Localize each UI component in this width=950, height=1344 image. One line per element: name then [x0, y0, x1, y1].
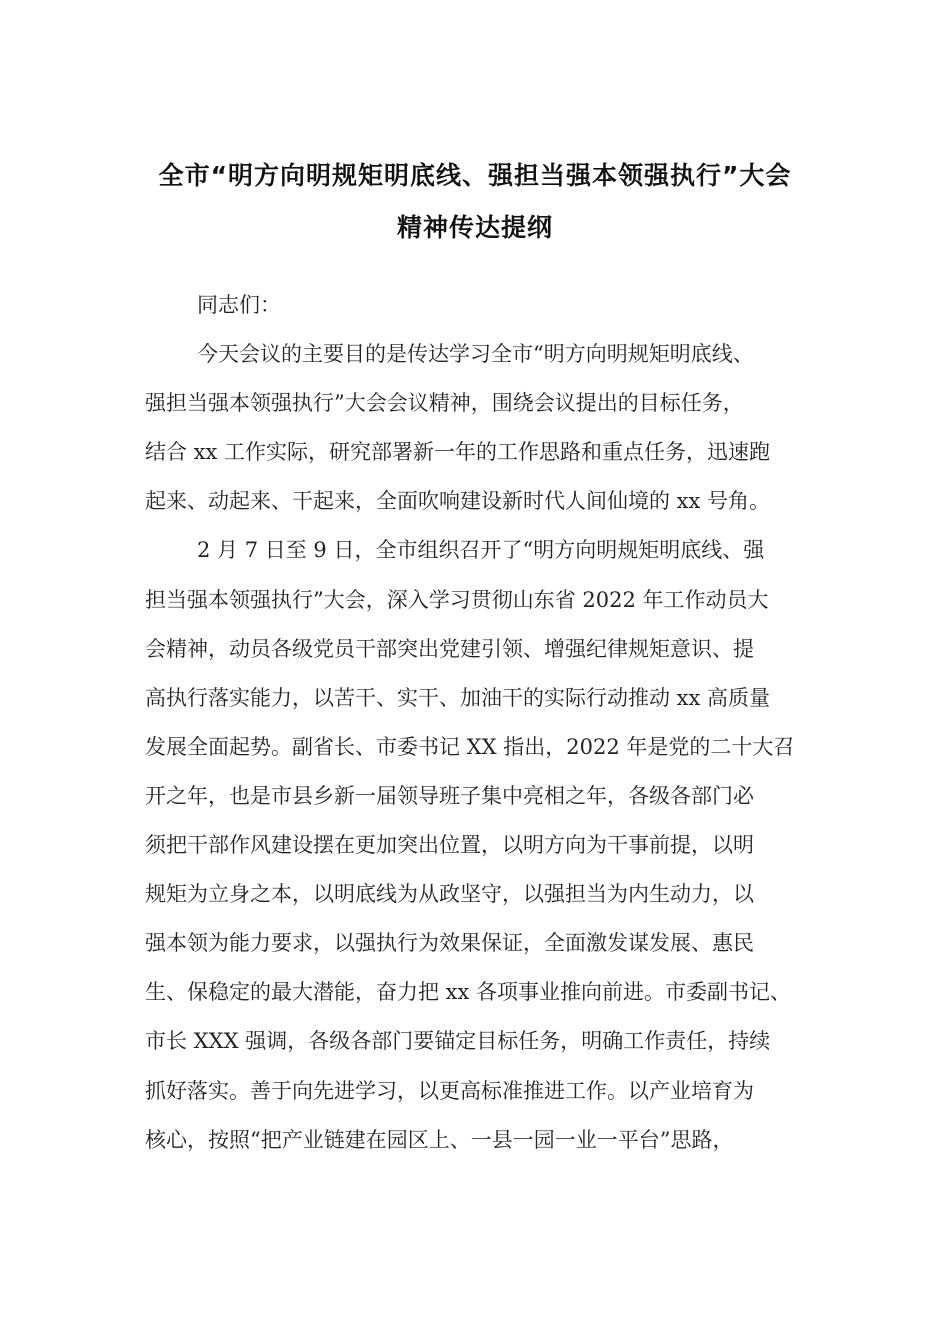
paragraph-line: 2 月 7 日至 9 日，全市组织召开了“明方向明规矩明底线、强 [197, 538, 765, 563]
paragraph-line: 核心，按照“把产业链建在园区上、一县一园一业一平台”思路， [145, 1127, 734, 1152]
paragraph-1 [145, 330, 815, 526]
paragraph-line: 生、保稳定的最大潜能，奋力把 xx 各项事业推向前进。市委副书记、 [145, 980, 792, 1005]
paragraph-line: 起来、动起来、干起来，全面吹响建设新时代人间仙境的 xx 号角。 [145, 489, 771, 514]
paragraph-line: 结合 xx 工作实际，研究部署新一年的工作思路和重点任务，迅速跑 [145, 440, 771, 465]
paragraph-line: 市长 XXX 强调，各级各部门要锚定目标任务，明确工作责任，持续 [145, 1029, 771, 1054]
paragraph-line: 强本领为能力要求，以强执行为效果保证，全面激发谋发展、惠民 [145, 931, 754, 956]
salutation: 同志们： [197, 293, 281, 317]
document-title [120, 150, 830, 254]
paragraph-line: 须把干部作风建设摆在更加突出位置，以明方向为干事前提，以明 [145, 833, 754, 858]
title-line-1: 全市“明方向明规矩明底线、强担当强本领强执行”大会 [158, 161, 792, 190]
paragraph-line: 强担当强本领强执行”大会会议精神，围绕会议提出的目标任务， [145, 391, 744, 416]
document-body [145, 281, 815, 1165]
paragraph-line: 担当强本领强执行”大会，深入学习贯彻山东省 2022 年工作动员大 [145, 587, 769, 612]
paragraph-line: 规矩为立身之本，以明底线为从政坚守，以强担当为内生动力，以 [145, 882, 754, 907]
paragraph-line: 高执行落实能力，以苦干、实干、加油干的实际行动推动 xx 高质量 [145, 685, 771, 710]
paragraph-line: 开之年，也是市县乡新一届领导班子集中亮相之年，各级各部门必 [145, 783, 754, 808]
title-line-2: 精神传达提纲 [396, 213, 553, 242]
paragraph-line: 抓好落实。善于向先进学习，以更高标准推进工作。以产业培育为 [145, 1078, 754, 1103]
paragraph-line: 发展全面起势。副省长、市委书记 XX 指出，2022 年是党的二十大召 [145, 734, 795, 759]
paragraph-line: 今天会议的主要目的是传达学习全市“明方向明规矩明底线、 [197, 342, 754, 367]
paragraph-line: 会精神，动员各级党员干部突出党建引领、增强纪律规矩意识、提 [145, 636, 754, 661]
paragraph-2 [145, 526, 815, 1164]
